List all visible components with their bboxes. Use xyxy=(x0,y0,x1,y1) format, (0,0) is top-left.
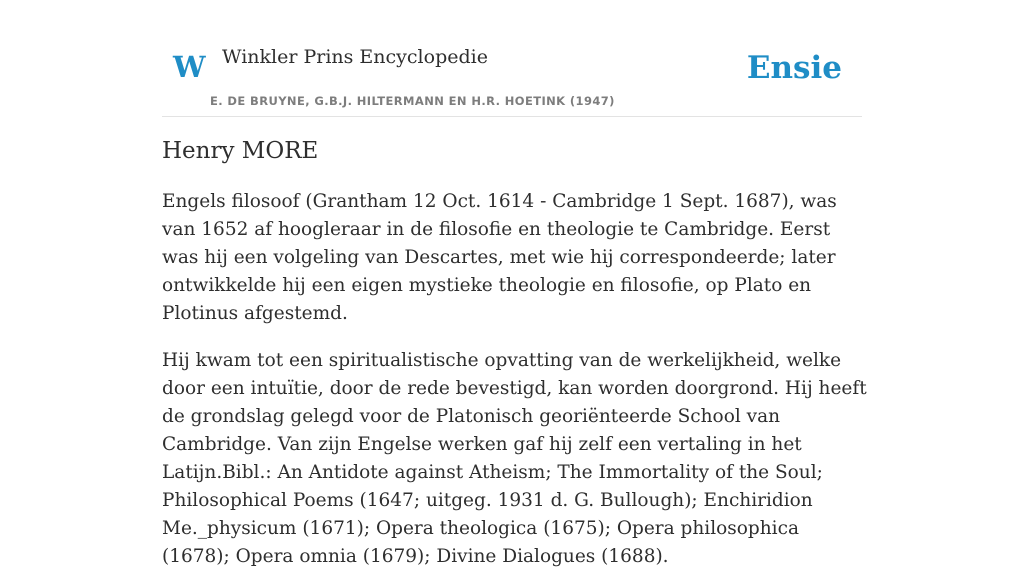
entry-paragraph: Engels filosoof (Grantham 12 Oct. 1614 - Cambridge 1 Sept. 1687), was van 1652 af hoogleraar in de filosofie en theologie te Cambridge. Eerst was hij een volgeling van Descartes, met wie hij correspondeerde; later ontwikkelde hij een eigen mystieke theologie en filosofie, op Plato en Plotinus afgestemd. xyxy=(162,191,837,324)
book-title[interactable]: Winkler Prins Encyclopedie xyxy=(222,46,488,68)
site-header xyxy=(162,0,862,117)
entry-content xyxy=(162,138,872,571)
winkler-prins-logo[interactable]: W xyxy=(173,50,206,84)
entry-title: Henry MORE xyxy=(162,138,319,164)
entry-paragraph: Hij kwam tot een spiritualistische opvatting van de werkelijkheid, welke door een intuïtie, door de rede bevestigd, kan worden doorgrond. Hij heeft de grondslag gelegd voor de Platonisch georiënteerde School van Cambridge. Van zijn Engelse werken gaf hij zelf een vertaling in het Latijn.Bibl.: An Antidote against Atheism; The Immortality of the Soul; Philosophical Poems (1647; uitgeg. 1931 d. G. Bullough); Enchiridion Me._physicum (1671); Opera theologica (1675); Opera philosophica (1678); Opera omnia (1679); Divine Dialogues (1688). xyxy=(162,350,867,567)
ensie-logo[interactable]: Ensie xyxy=(746,50,842,86)
book-authors: E. DE BRUYNE, G.B.J. HILTERMANN EN H.R. HOETINK (1947) xyxy=(210,94,615,108)
